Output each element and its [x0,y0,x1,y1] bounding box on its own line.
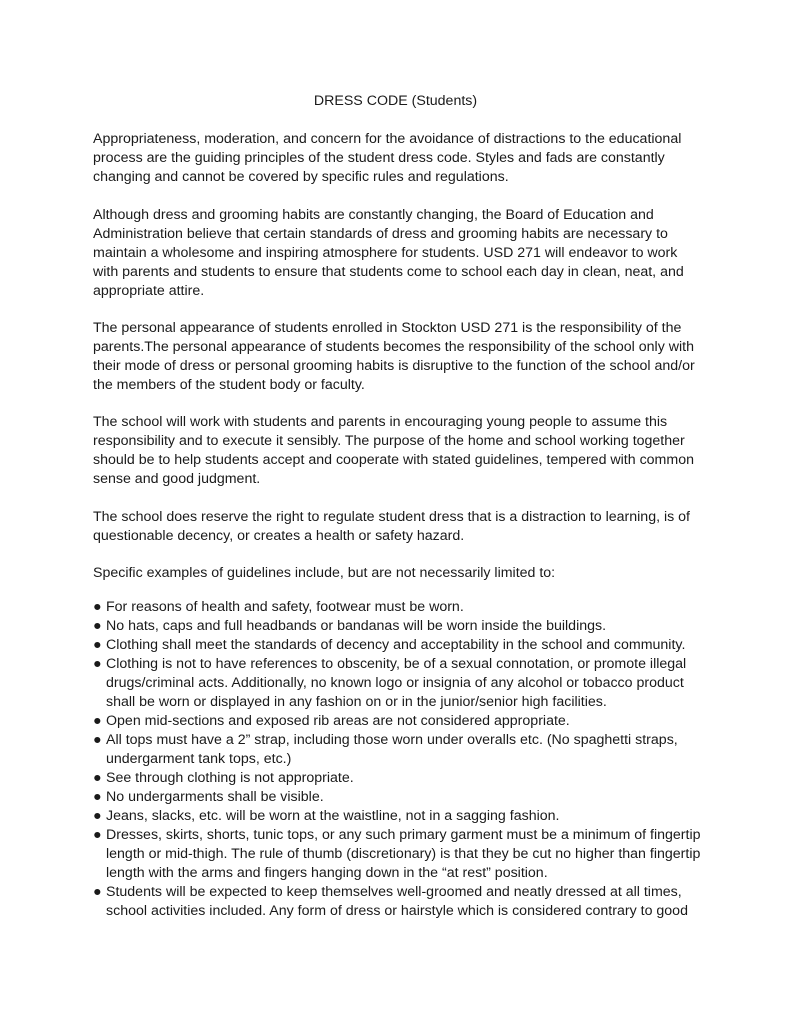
list-item [93,617,703,636]
list-item-text: Clothing is not to have references to obscenity, be of a sexual connotation, or promote illegal drugs/criminal acts. Additionally, no known logo or insignia of any alcohol or tobacco product shall be worn or displayed in any fashion on or in the junior/senior high facilities. [106,656,687,710]
document-title: DRESS CODE (Students) [313,93,478,109]
bullet-marker: ● [93,713,102,729]
list-item [93,807,703,826]
bullet-marker: ● [93,599,102,615]
paragraph-responsibility: The personal appearance of students enrolled in Stockton USD 271 is the responsibility of the parents.The personal appearance of students becomes the responsibility of the school only with their mode of dress or personal grooming habits is disruptive to the function of the school and/or the members of the student body or faculty. [93,320,695,393]
list-item [93,769,703,788]
list-item [93,788,703,807]
paragraph-intro: Appropriateness, moderation, and concern for the avoidance of distractions to the educational process are the guiding principles of the student dress code. Styles and fads are constantly changing and cannot be covered by specific rules and regulations. [93,131,682,185]
list-item-text: No undergarments shall be visible. [106,789,324,805]
list-item-text: Dresses, skirts, shorts, tunic tops, or any such primary garment must be a minimum of fingertip length or mid-thigh. The rule of thumb (discretionary) is that they be cut no higher than fingertip length with the arms and fingers hanging down in the “at rest” position. [106,827,701,881]
list-item [93,826,703,883]
bullet-marker: ● [93,618,102,634]
bullet-marker: ● [93,637,102,653]
bullet-marker: ● [93,770,102,786]
list-item-text: Jeans, slacks, etc. will be worn at the waistline, not in a sagging fashion. [106,808,560,824]
list-item [93,598,703,617]
list-item [93,655,703,712]
list-item [93,883,703,921]
list-item-text: All tops must have a 2” strap, including those worn under overalls etc. (No spaghetti straps, undergarment tank tops, etc.) [106,732,678,767]
bullet-marker: ● [93,656,102,672]
bullet-marker: ● [93,884,102,900]
bullet-marker: ● [93,827,102,843]
list-item [93,636,703,655]
list-item-text: No hats, caps and full headbands or bandanas will be worn inside the buildings. [106,618,607,634]
paragraph-guidelines-intro: Specific examples of guidelines include, but are not necessarily limited to: [93,565,556,581]
list-item-text: Students will be expected to keep themselves well-groomed and neatly dressed at all times, school activities included. Any form of dress or hairstyle which is considered contrary to good [106,884,688,919]
list-item-text: Clothing shall meet the standards of decency and acceptability in the school and community. [106,637,686,653]
list-item-text: Open mid-sections and exposed rib areas are not considered appropriate. [106,713,570,729]
bullet-marker: ● [93,808,102,824]
list-item [93,712,703,731]
bullet-marker: ● [93,789,102,805]
list-item [93,731,703,769]
guidelines-list [93,598,703,921]
list-item-text: See through clothing is not appropriate. [106,770,354,786]
paragraph-cooperation: The school will work with students and parents in encouraging young people to assume this responsibility and to execute it sensibly. The purpose of the home and school working together should be to help students accept and cooperate with stated guidelines, tempered with common sense and good judgment. [93,414,694,487]
paragraph-standards: Although dress and grooming habits are constantly changing, the Board of Education and Administration believe that certain standards of dress and grooming habits are necessary to maintain a wholesome and inspiring atmosphere for students. USD 271 will endeavor to work with parents and students to ensure that students come to school each day in clean, neat, and appropriate attire. [93,207,684,299]
list-item-text: For reasons of health and safety, footwear must be worn. [106,599,464,615]
bullet-marker: ● [93,732,102,748]
paragraph-regulation: The school does reserve the right to regulate student dress that is a distraction to learning, is of questionable decency, or creates a health or safety hazard. [93,509,690,544]
